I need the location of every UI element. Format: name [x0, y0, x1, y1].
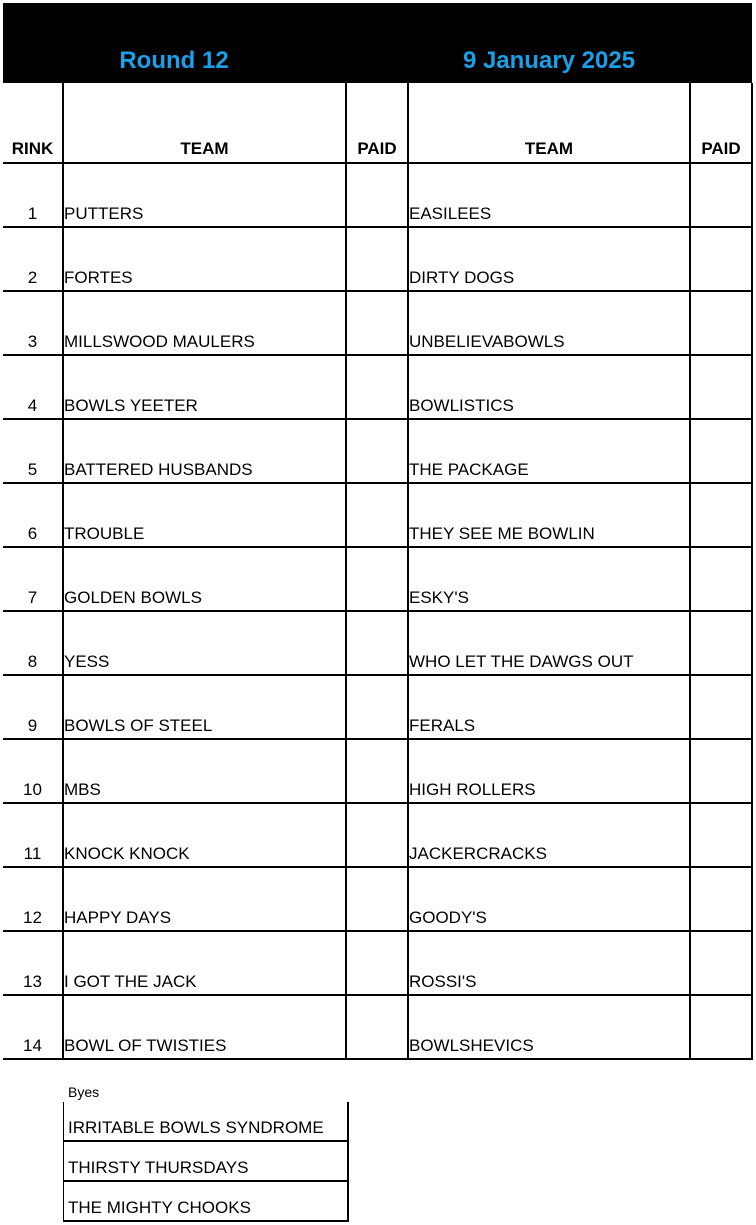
rink-number: 11	[3, 803, 63, 867]
team-a-name: HAPPY DAYS	[63, 867, 346, 931]
paid-a-cell[interactable]	[346, 355, 408, 419]
paid-a-cell[interactable]	[346, 483, 408, 547]
paid-a-cell[interactable]	[346, 803, 408, 867]
bye-team: IRRITABLE BOWLS SYNDROME	[64, 1102, 347, 1142]
team-b-name: FERALS	[408, 675, 690, 739]
paid-a-cell[interactable]	[346, 931, 408, 995]
team-a-header: TEAM	[63, 83, 346, 163]
team-b-name: ESKY'S	[408, 547, 690, 611]
paid-b-cell[interactable]	[690, 995, 752, 1059]
table-row	[3, 931, 752, 995]
paid-a-cell[interactable]	[346, 739, 408, 803]
paid-a-cell[interactable]	[346, 611, 408, 675]
team-a-name: GOLDEN BOWLS	[63, 547, 346, 611]
rink-number: 9	[3, 675, 63, 739]
rink-number: 13	[3, 931, 63, 995]
table-row	[3, 995, 752, 1059]
team-b-header: TEAM	[408, 83, 690, 163]
table-row	[3, 227, 752, 291]
team-a-name: BOWLS OF STEEL	[63, 675, 346, 739]
team-a-name: MILLSWOOD MAULERS	[63, 291, 346, 355]
rink-number: 3	[3, 291, 63, 355]
team-a-name: PUTTERS	[63, 163, 346, 227]
team-a-name: TROUBLE	[63, 483, 346, 547]
team-b-name: BOWLISTICS	[408, 355, 690, 419]
paid-b-cell[interactable]	[690, 675, 752, 739]
team-b-name: DIRTY DOGS	[408, 227, 690, 291]
rink-number: 8	[3, 611, 63, 675]
bye-team: THE MIGHTY CHOOKS	[64, 1182, 347, 1222]
team-b-name: HIGH ROLLERS	[408, 739, 690, 803]
paid-b-cell[interactable]	[690, 867, 752, 931]
paid-b-cell[interactable]	[690, 163, 752, 227]
paid-a-cell[interactable]	[346, 547, 408, 611]
team-a-name: BOWLS YEETER	[63, 355, 346, 419]
rink-number: 5	[3, 419, 63, 483]
table-row	[3, 611, 752, 675]
paid-b-cell[interactable]	[690, 355, 752, 419]
fixture-table	[3, 83, 753, 1060]
round-title: Round 12	[119, 47, 229, 74]
team-a-name: BOWL OF TWISTIES	[63, 995, 346, 1059]
paid-a-cell[interactable]	[346, 675, 408, 739]
paid-b-cell[interactable]	[690, 227, 752, 291]
rink-number: 10	[3, 739, 63, 803]
table-row	[3, 163, 752, 227]
team-a-name: BATTERED HUSBANDS	[63, 419, 346, 483]
paid-b-cell[interactable]	[690, 803, 752, 867]
rink-number: 4	[3, 355, 63, 419]
paid-b-cell[interactable]	[690, 547, 752, 611]
team-b-name: GOODY'S	[408, 867, 690, 931]
rink-number: 2	[3, 227, 63, 291]
paid-a-header: PAID	[346, 83, 408, 163]
team-b-name: ROSSI'S	[408, 931, 690, 995]
paid-b-cell[interactable]	[690, 419, 752, 483]
table-row	[3, 483, 752, 547]
rink-number: 6	[3, 483, 63, 547]
paid-b-cell[interactable]	[690, 739, 752, 803]
rink-number: 14	[3, 995, 63, 1059]
table-row	[3, 739, 752, 803]
table-row	[3, 355, 752, 419]
byes-label: Byes	[68, 1084, 100, 1100]
team-b-name: JACKERCRACKS	[408, 803, 690, 867]
paid-b-cell[interactable]	[690, 483, 752, 547]
team-b-name: THEY SEE ME BOWLIN	[408, 483, 690, 547]
paid-b-cell[interactable]	[690, 291, 752, 355]
team-a-name: MBS	[63, 739, 346, 803]
table-row	[3, 803, 752, 867]
team-b-name: BOWLSHEVICS	[408, 995, 690, 1059]
bye-team: THIRSTY THURSDAYS	[64, 1142, 347, 1182]
rink-number: 7	[3, 547, 63, 611]
paid-a-cell[interactable]	[346, 995, 408, 1059]
paid-a-cell[interactable]	[346, 867, 408, 931]
paid-a-cell[interactable]	[346, 419, 408, 483]
team-a-name: YESS	[63, 611, 346, 675]
team-a-name: KNOCK KNOCK	[63, 803, 346, 867]
paid-a-cell[interactable]	[346, 227, 408, 291]
table-row	[3, 675, 752, 739]
team-b-name: WHO LET THE DAWGS OUT	[408, 611, 690, 675]
table-row	[3, 291, 752, 355]
byes-list	[63, 1102, 349, 1222]
paid-a-cell[interactable]	[346, 163, 408, 227]
paid-b-cell[interactable]	[690, 931, 752, 995]
date-title: 9 January 2025	[462, 47, 636, 74]
paid-a-cell[interactable]	[346, 291, 408, 355]
paid-b-header: PAID	[690, 83, 752, 163]
table-row	[3, 419, 752, 483]
team-b-name: UNBELIEVABOWLS	[408, 291, 690, 355]
table-row	[3, 867, 752, 931]
paid-b-cell[interactable]	[690, 611, 752, 675]
team-b-name: EASILEES	[408, 163, 690, 227]
table-row	[3, 547, 752, 611]
rink-number: 1	[3, 163, 63, 227]
rink-number: 12	[3, 867, 63, 931]
table-header-row	[3, 83, 752, 163]
team-a-name: I GOT THE JACK	[63, 931, 346, 995]
fixture-rows	[3, 163, 752, 1059]
rink-header: RINK	[3, 83, 63, 163]
team-a-name: FORTES	[63, 227, 346, 291]
team-b-name: THE PACKAGE	[408, 419, 690, 483]
